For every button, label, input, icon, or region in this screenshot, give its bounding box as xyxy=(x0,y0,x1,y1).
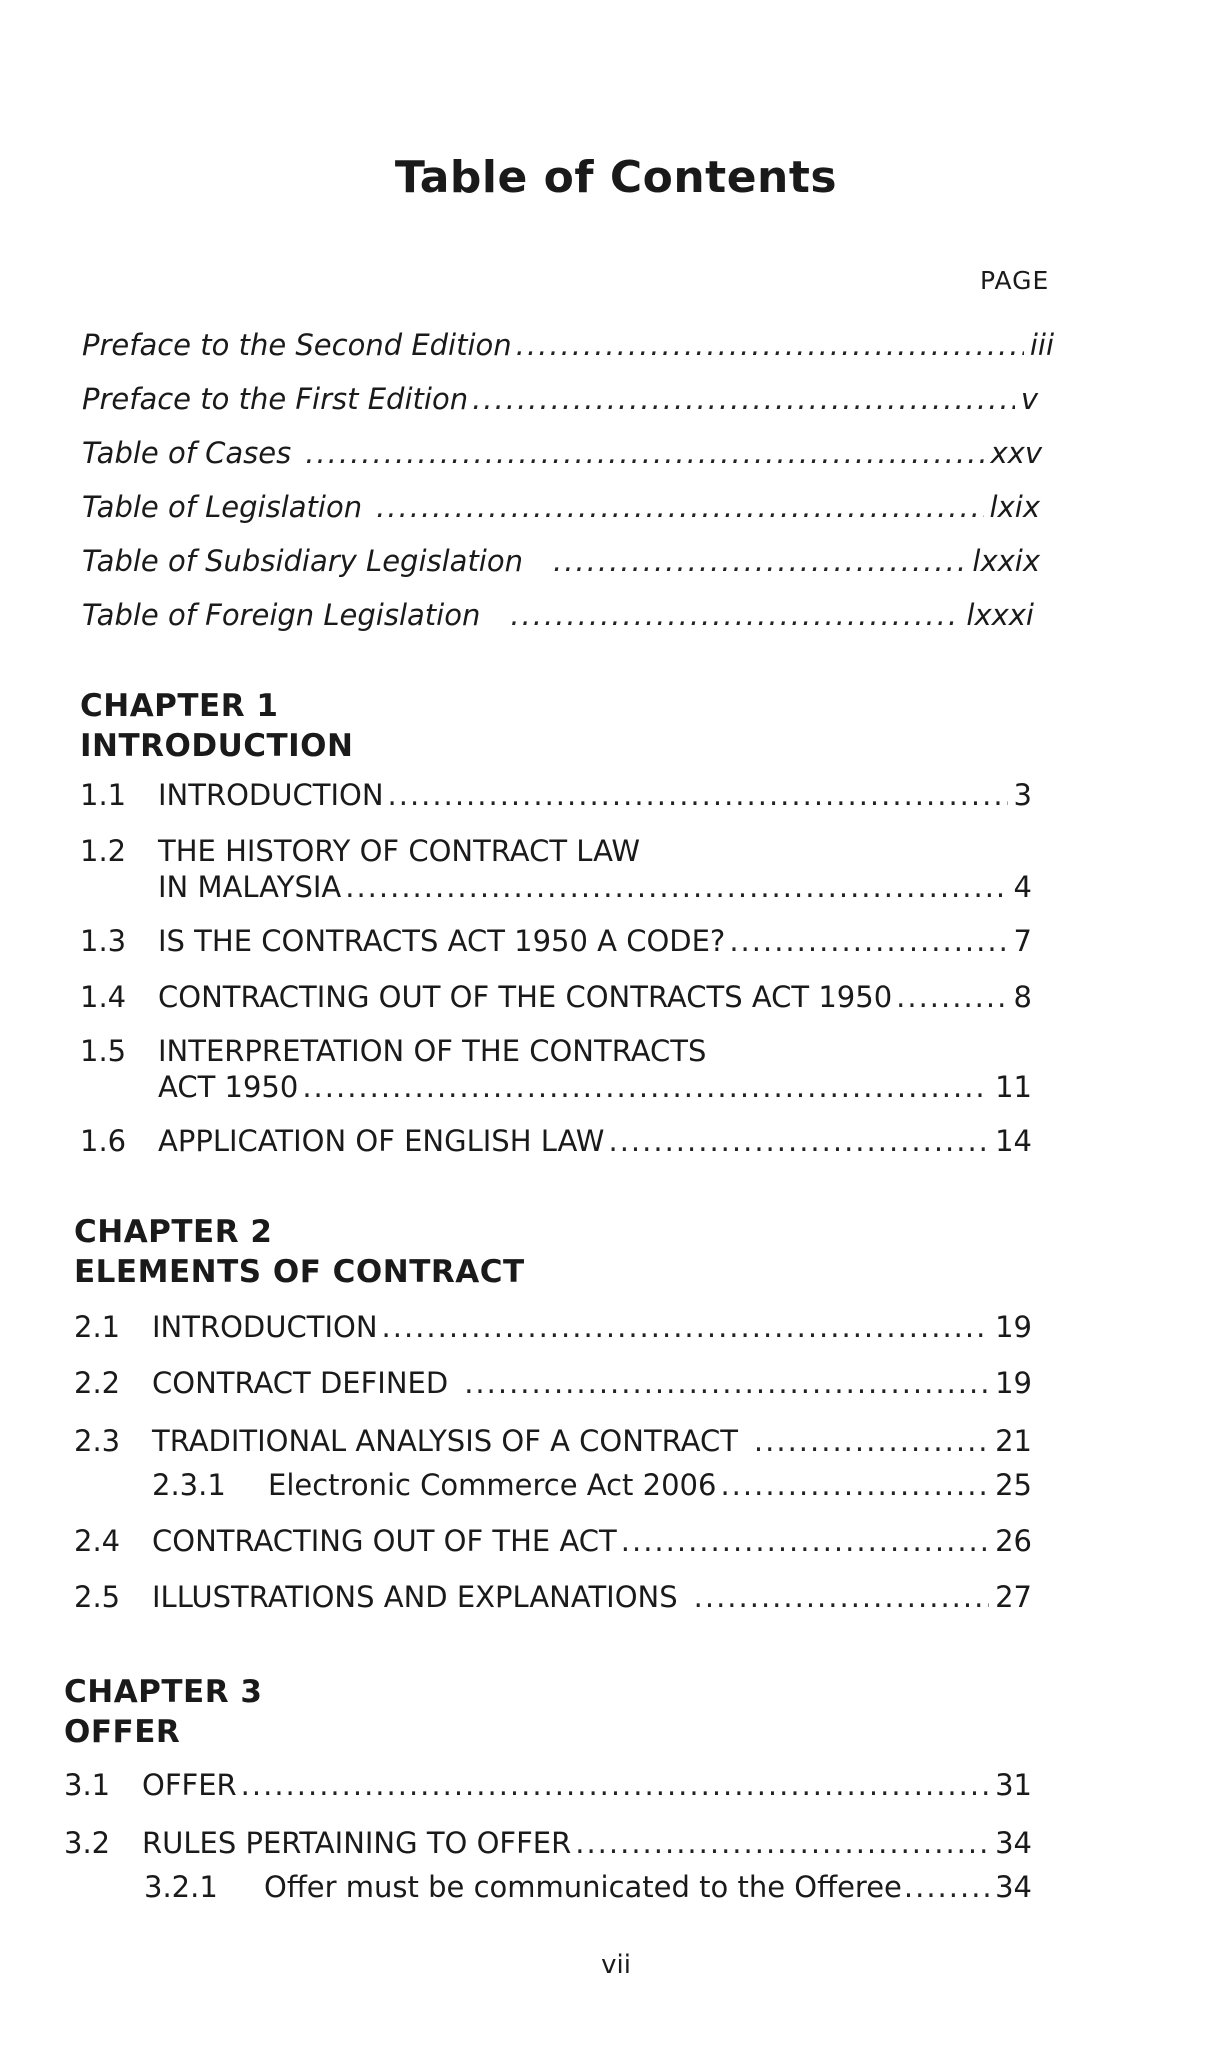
chapter-heading: CHAPTER 3 OFFER xyxy=(64,1674,263,1750)
toc-entry: Table of Legislation ..... lxix xyxy=(82,490,1040,524)
toc-entry: 2.1 INTRODUCTION ..... 19 xyxy=(74,1310,1032,1344)
toc-entry: Preface to the First Edition ..... v xyxy=(82,382,1038,416)
toc-entry-continuation: ACT 1950 ..... 11 xyxy=(158,1070,1032,1104)
toc-entry: 3.2 RULES PERTAINING TO OFFER ..... 34 xyxy=(64,1826,1032,1860)
toc-entry: 1.4 CONTRACTING OUT OF THE CONTRACTS ACT 1950 ..... 8 xyxy=(80,980,1032,1014)
toc-entry: 3.1 OFFER ..... 31 xyxy=(64,1768,1032,1802)
toc-entry: 1.3 IS THE CONTRACTS ACT 1950 A CODE? ..... 7 xyxy=(80,924,1032,958)
toc-entry: 2.4 CONTRACTING OUT OF THE ACT ..... 26 xyxy=(74,1524,1032,1558)
page-column-heading: PAGE xyxy=(980,266,1050,295)
page-title: Table of Contents xyxy=(394,152,838,203)
toc-entry: 2.2 CONTRACT DEFINED ..... 19 xyxy=(74,1366,1032,1400)
page-number: vii xyxy=(601,1950,631,1980)
toc-entry: Table of Cases ..... xxv xyxy=(82,436,1042,470)
toc-entry: 1.1 INTRODUCTION ..... 3 xyxy=(80,778,1032,812)
chapter-heading: CHAPTER 2 ELEMENTS OF CONTRACT xyxy=(74,1214,525,1290)
chapter-heading: CHAPTER 1 INTRODUCTION xyxy=(80,688,354,764)
toc-entry: Preface to the Second Edition ..... iii xyxy=(82,328,1054,362)
toc-subentry: 3.2.1 Offer must be communicated to the Offeree ..... 34 xyxy=(144,1870,1032,1904)
toc-entry: 1.6 APPLICATION OF ENGLISH LAW ..... 14 xyxy=(80,1124,1032,1158)
toc-entry: 1.5 INTERPRETATION OF THE CONTRACTS xyxy=(80,1034,707,1068)
toc-subentry: 2.3.1 Electronic Commerce Act 2006 ..... 25 xyxy=(152,1468,1032,1502)
toc-entry: 2.3 TRADITIONAL ANALYSIS OF A CONTRACT ..... 21 xyxy=(74,1424,1032,1458)
toc-entry-continuation: IN MALAYSIA ..... 4 xyxy=(158,870,1032,904)
toc-entry: 1.2 THE HISTORY OF CONTRACT LAW xyxy=(80,834,641,868)
toc-entry: Table of Subsidiary Legislation ..... lxxix xyxy=(82,544,1040,578)
toc-entry: Table of Foreign Legislation ..... lxxxi xyxy=(82,598,1034,632)
toc-entry: 2.5 ILLUSTRATIONS AND EXPLANATIONS ..... 27 xyxy=(74,1580,1032,1614)
